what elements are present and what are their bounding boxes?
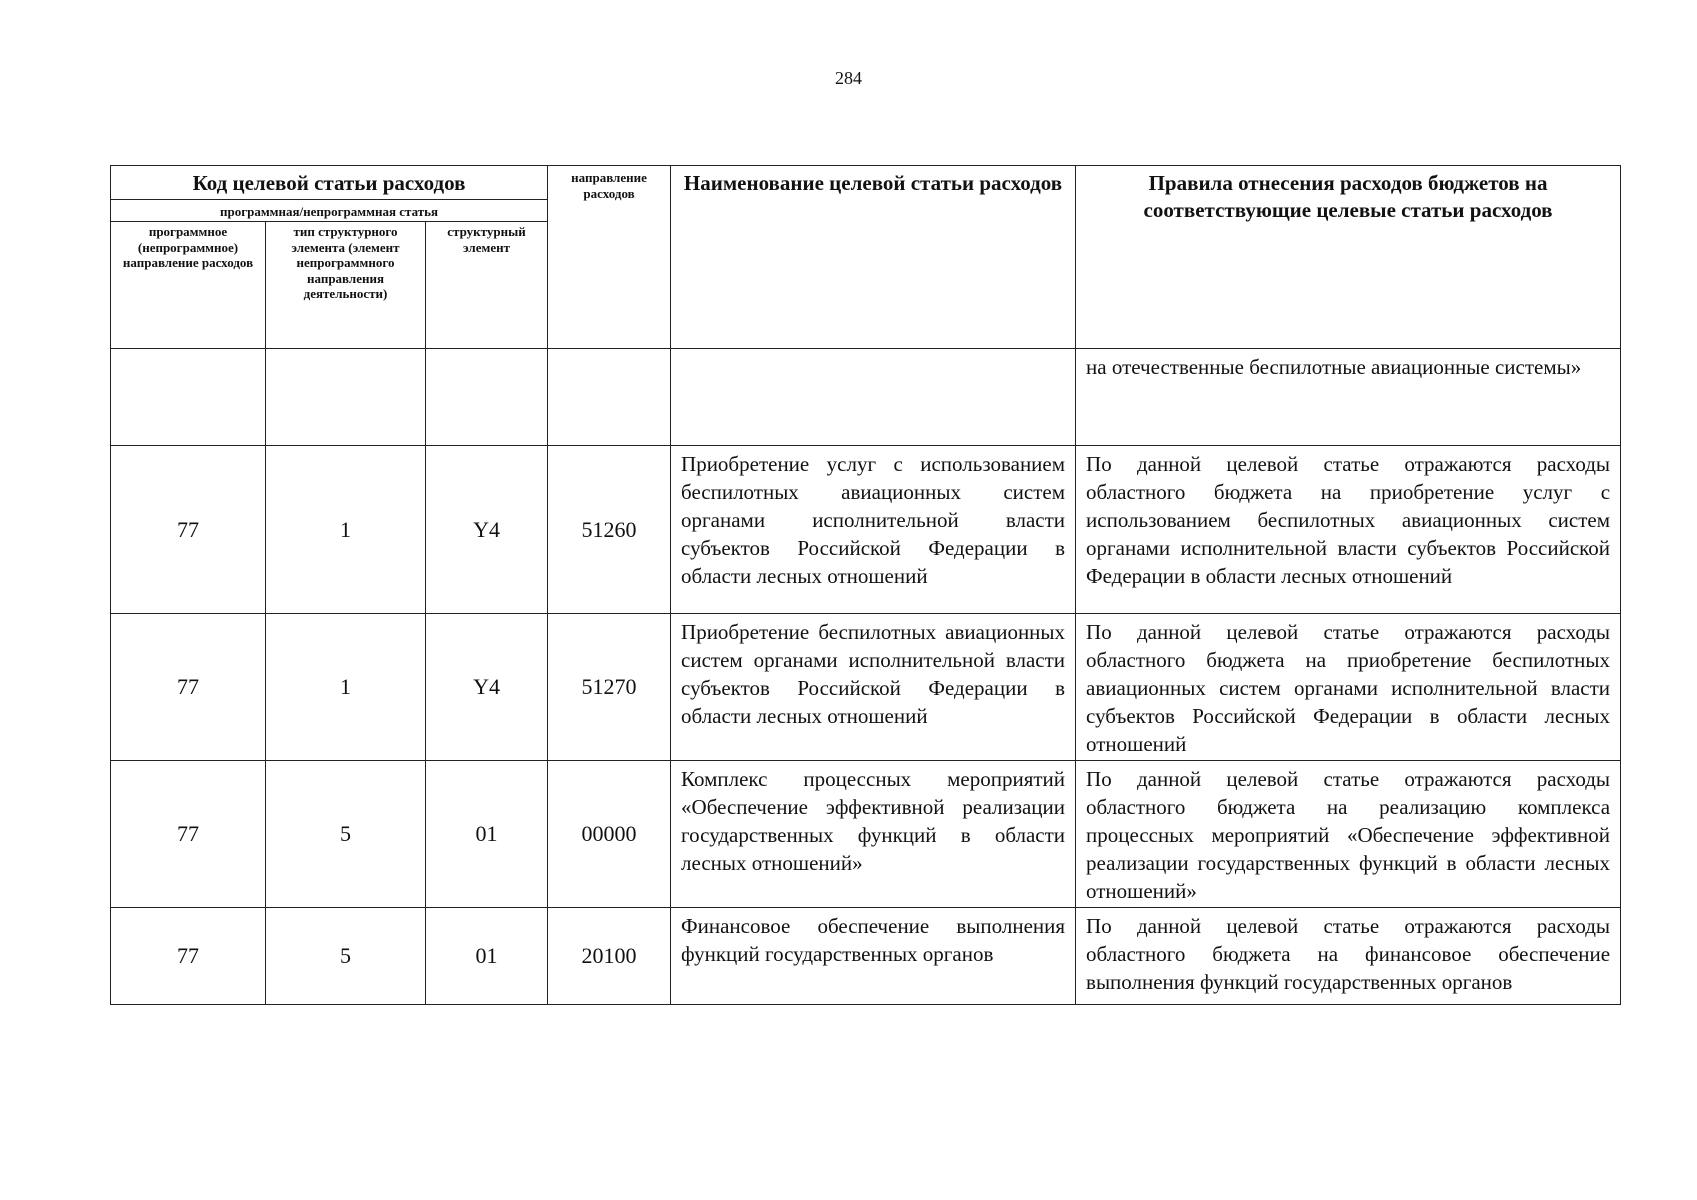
cell-name (671, 349, 1076, 446)
cell-rules: По данной целевой статье отражаются расходы областного бюджета на реализацию комплекса процессных мероприятий «Обеспечение эффективной реализации государственных функций в области лесных отношений» (1076, 761, 1621, 908)
cell-type: 5 (266, 908, 426, 1005)
header-program-article: программная/непрограммная статья (111, 200, 548, 222)
table-row (111, 761, 1621, 908)
table-row (111, 349, 1621, 446)
cell-rules: По данной целевой статье отражаются расходы областного бюджета на приобретение услуг с использованием беспилотных авиационных систем органами исполнительной власти субъектов Российской Федерации в области лесных отношений (1076, 446, 1621, 614)
cell-direction: 51260 (548, 446, 671, 614)
header-expense-direction: направление расходов (548, 166, 671, 349)
cell-element (426, 349, 548, 446)
cell-name: Финансовое обеспечение выполнения функций государственных органов (671, 908, 1076, 1005)
cell-type: 5 (266, 761, 426, 908)
cell-program (111, 349, 266, 446)
table-row (111, 446, 1621, 614)
table-row (111, 908, 1621, 1005)
cell-program: 77 (111, 908, 266, 1005)
header-program-direction: программное (непрограммное) направление расходов (111, 222, 266, 349)
header-name: Наименование целевой статьи расходов (671, 166, 1076, 349)
header-structural-type: тип структурного элемента (элемент непрограммного направления деятельности) (266, 222, 426, 349)
cell-direction (548, 349, 671, 446)
header-structural-element: структурный элемент (426, 222, 548, 349)
cell-direction: 00000 (548, 761, 671, 908)
cell-type: 1 (266, 614, 426, 761)
cell-element: Y4 (426, 614, 548, 761)
cell-name: Приобретение услуг с использованием беспилотных авиационных систем органами исполнительной власти субъектов Российской Федерации в области лесных отношений (671, 446, 1076, 614)
cell-rules: на отечественные беспилотные авиационные системы» (1076, 349, 1621, 446)
cell-type: 1 (266, 446, 426, 614)
table-row (111, 614, 1621, 761)
header-rules: Правила отнесения расходов бюджетов на соответствующие целевые статьи расходов (1076, 166, 1621, 349)
cell-program: 77 (111, 614, 266, 761)
cell-rules: По данной целевой статье отражаются расходы областного бюджета на приобретение беспилотных авиационных систем органами исполнительной власти субъектов Российской Федерации в области лесных отношений (1076, 614, 1621, 761)
cell-element: Y4 (426, 446, 548, 614)
cell-program: 77 (111, 761, 266, 908)
cell-program: 77 (111, 446, 266, 614)
header-code: Код целевой статьи расходов (111, 166, 548, 200)
page-number: 284 (835, 68, 862, 88)
cell-direction: 51270 (548, 614, 671, 761)
header-row-1 (111, 166, 1621, 200)
cell-element: 01 (426, 761, 548, 908)
cell-direction: 20100 (548, 908, 671, 1005)
budget-classification-table (110, 165, 1621, 1005)
cell-type (266, 349, 426, 446)
cell-rules: По данной целевой статье отражаются расходы областного бюджета на финансовое обеспечение выполнения функций государственных органов (1076, 908, 1621, 1005)
cell-name: Приобретение беспилотных авиационных систем органами исполнительной власти субъектов Российской Федерации в области лесных отношений (671, 614, 1076, 761)
cell-name: Комплекс процессных мероприятий «Обеспечение эффективной реализации государственных функций в области лесных отношений» (671, 761, 1076, 908)
cell-element: 01 (426, 908, 548, 1005)
